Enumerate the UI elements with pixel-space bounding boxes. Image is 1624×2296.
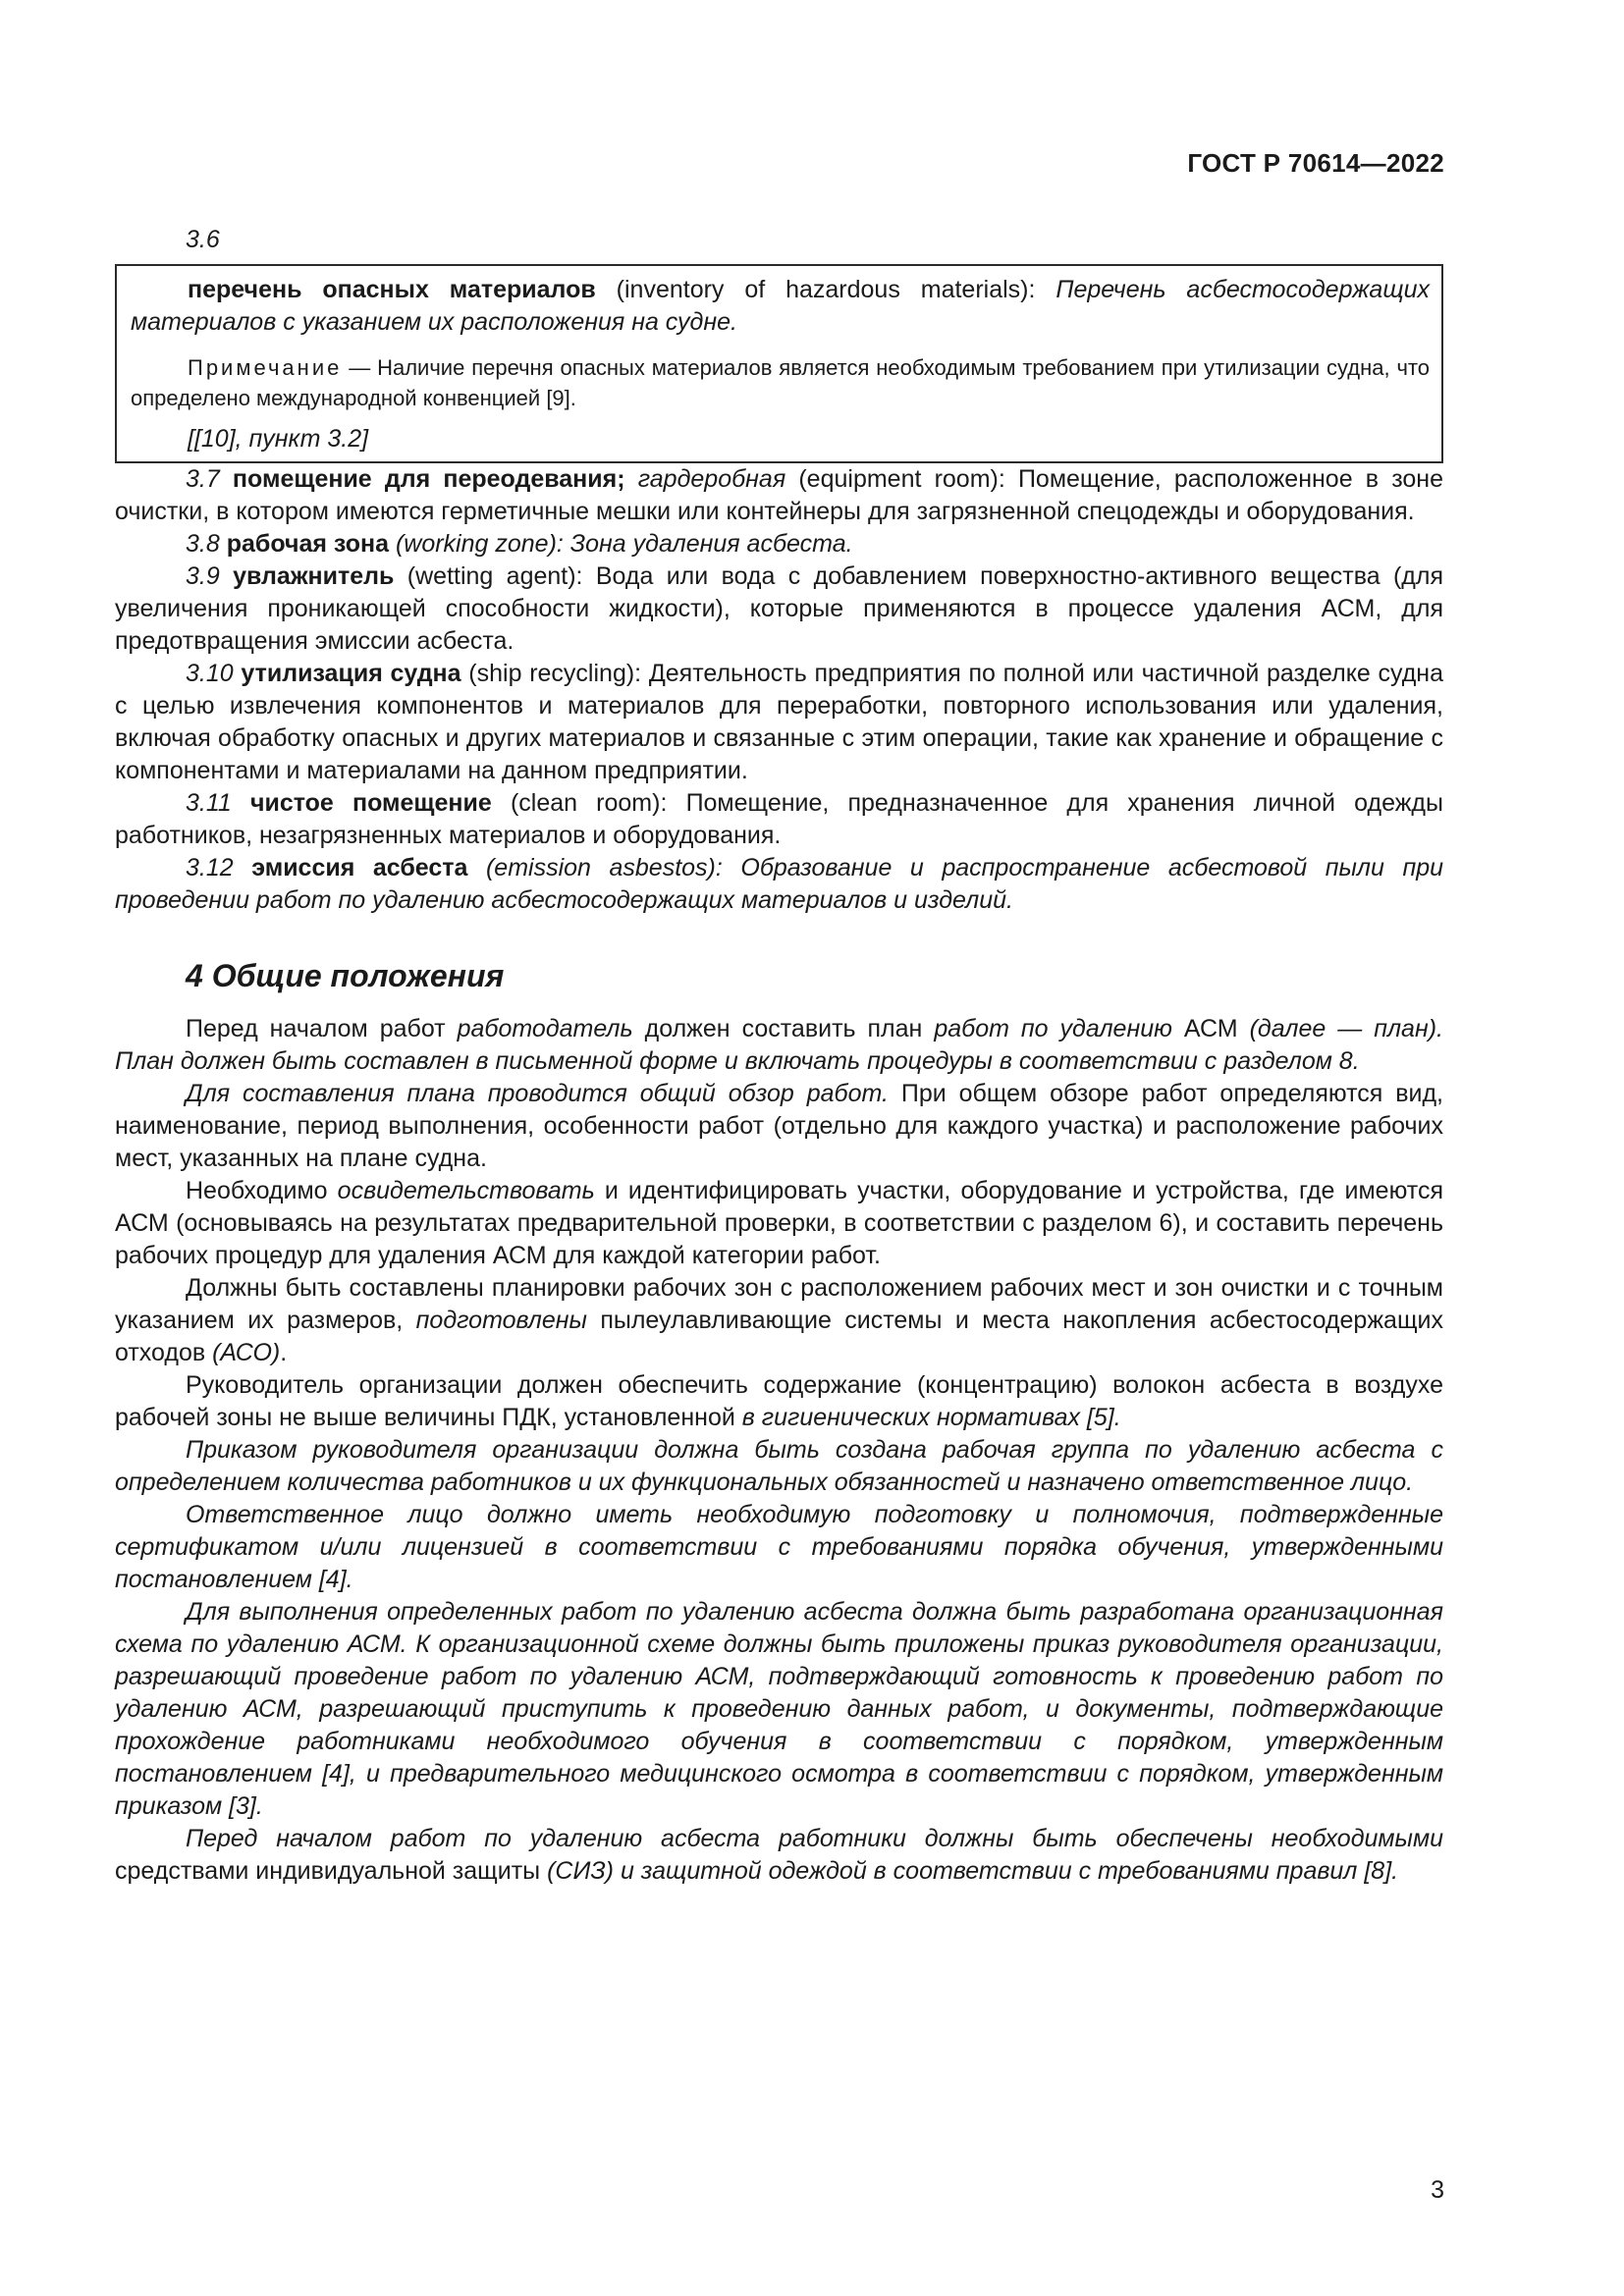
term-en: (emission asbestos): xyxy=(467,854,741,881)
paragraph-2 xyxy=(115,1078,1443,1175)
term-en: (equipment room): xyxy=(785,465,1018,493)
paragraph-8 xyxy=(115,1596,1443,1823)
page-number: 3 xyxy=(1431,2176,1444,2204)
box-note xyxy=(131,352,1430,413)
paragraph-7 xyxy=(115,1499,1443,1596)
page-content xyxy=(115,224,1443,1888)
term-3-8 xyxy=(115,528,1443,561)
text-run: пылеулавливающие системы и места накопления асбестосодержащих отходов xyxy=(115,1307,1443,1366)
text-run: Руководитель организации должен обеспечить содержание (концентрацию) волокон асбеста в воздухе рабочей зоны не выше величины ПДК, установленной xyxy=(115,1371,1443,1431)
text-run: освидетельствовать xyxy=(337,1177,595,1204)
text-run: (далее — план). План должен быть составлен в письменной форме и включать процедуры в соответствии с разделом 8. xyxy=(115,1015,1443,1075)
term-en: (ship recycling): xyxy=(460,660,649,687)
term-name: рабочая зона xyxy=(226,530,389,558)
term-number: 3.10 xyxy=(186,660,242,687)
text-run: (СИЗ) и защитной одеждой в соответствии с требованиями правил [8]. xyxy=(547,1857,1399,1885)
term-definition: Вода или вода с добавлением поверхностно-активного вещества (для увеличения проникающей способности жидкости), которые применяются в процессе удаления АСМ, для предотвращения эмиссии асбеста. xyxy=(115,562,1443,655)
box-reference: [[10], пункт 3.2] xyxy=(188,425,369,453)
paragraph-6 xyxy=(115,1434,1443,1499)
paragraph-3 xyxy=(115,1175,1443,1272)
box-definition: Перечень асбестосодержащих материалов с указанием их расположения на судне. xyxy=(131,276,1430,336)
text-run: Приказом руководителя организации должна быть создана рабочая группа по удалению асбеста с определением количества работников и их функциональных обязанностей и назначено ответственное лицо. xyxy=(115,1436,1443,1496)
note-text: — Наличие перечня опасных материалов является необходимым требованием при утилизации судна, что определено международной конвенцией [9]. xyxy=(131,355,1430,410)
term-number-3-6: 3.6 xyxy=(186,226,220,253)
text-run: При общем обзоре работ определяются вид, наименование, период выполнения, особенности работ (отдельно для каждого участка) и расположение рабочих мест, указанных на плане судна. xyxy=(115,1080,1443,1172)
paragraph-1 xyxy=(115,1013,1443,1078)
term-alt: гардеробная xyxy=(624,465,786,493)
text-run: (АСО) xyxy=(212,1339,281,1366)
text-run: работодатель xyxy=(457,1015,633,1042)
definition-box xyxy=(115,264,1443,463)
box-term-en: (inventory of hazardous materials): xyxy=(595,276,1056,303)
term-number: 3.7 xyxy=(186,465,233,493)
term-name: увлажнитель xyxy=(233,562,395,590)
text-run: средствами индивидуальной защиты xyxy=(115,1857,548,1885)
text-run: Необходимо xyxy=(186,1177,338,1204)
text-run: должен составить план xyxy=(632,1015,935,1042)
note-label: Примечание xyxy=(188,355,343,380)
term-name: эмиссия асбеста xyxy=(251,854,468,881)
term-number: 3.8 xyxy=(186,530,227,558)
text-run: . xyxy=(280,1339,288,1366)
paragraph-4 xyxy=(115,1272,1443,1369)
term-3-10 xyxy=(115,658,1443,787)
definition-main xyxy=(131,274,1430,339)
term-name: чистое помещение xyxy=(249,789,492,817)
section-heading: 4 Общие положения xyxy=(186,958,505,993)
term-number: 3.9 xyxy=(186,562,234,590)
term-definition: Помещение, расположенное в зоне очистки, в котором имеются герметичные мешки или контейнеры для загрязненной спецодежды и оборудования. xyxy=(115,465,1443,525)
term-3-7 xyxy=(115,463,1443,528)
term-name: утилизация судна xyxy=(241,660,461,687)
box-term: перечень опасных материалов xyxy=(188,276,596,303)
text-run: Для выполнения определенных работ по удалению асбеста должна быть разработана организационная схема по удалению АСМ. К организационной схеме должны быть приложены приказ руководителя организации, разрешающий проведение работ по удалению АСМ, подтверждающий готовность к проведению работ по удалению АСМ, разрешающий приступить к проведению данных работ, и документы, подтверждающие прохождение работниками необходимого обучения в соответствии с порядком, утвержденным постановлением [4], и предварительного медицинского осмотра в соответствии с порядком, утвержденным приказом [3]. xyxy=(115,1598,1443,1820)
term-definition: Помещение, предназначенное для хранения личной одежды работников, незагрязненных материалов и оборудования. xyxy=(115,789,1443,849)
text-run: Для составления плана проводится общий обзор работ. xyxy=(186,1080,889,1107)
term-3-9 xyxy=(115,561,1443,658)
term-definition: Деятельность предприятия по полной или частичной разделке судна с целью извлечения компонентов и материалов для переработки, повторного использования или удаления, включая обработку опасных и других материалов и связанные с этим операции, такие как хранение и обращение с компонентами и материалами на данном предприятии. xyxy=(115,660,1444,784)
text-run: в гигиенических нормативах [5]. xyxy=(741,1404,1121,1431)
standard-designation: ГОСТ Р 70614—2022 xyxy=(1187,148,1444,178)
text-run: АСМ xyxy=(1171,1015,1250,1042)
term-number: 3.12 xyxy=(186,854,252,881)
term-en: (wetting agent): xyxy=(394,562,596,590)
paragraph-5 xyxy=(115,1369,1443,1434)
term-3-12 xyxy=(115,852,1443,917)
term-3-11 xyxy=(115,787,1443,852)
term-definition: Зона удаления асбеста. xyxy=(569,530,853,558)
paragraph-9 xyxy=(115,1823,1443,1888)
term-name: помещение для переодевания; xyxy=(232,465,625,493)
term-definition: Образование и распространение асбестовой пыли при проведении работ по удалению асбестосодержащих материалов и изделий. xyxy=(115,854,1444,914)
text-run: Ответственное лицо должно иметь необходимую подготовку и полномочия, подтвержденные сертификатом и/или лицензией в соответствии с требованиями порядка обучения, утвержденными постановлением [4]. xyxy=(115,1501,1443,1593)
term-number: 3.11 xyxy=(186,789,250,817)
text-run: подготовлены xyxy=(415,1307,587,1334)
text-run: работ по удалению xyxy=(934,1015,1172,1042)
text-run: Перед началом работ xyxy=(186,1015,458,1042)
text-run: Перед началом работ по удалению асбеста работники должны быть обеспечены необходимыми xyxy=(186,1825,1443,1852)
term-en: (working zone): xyxy=(389,530,570,558)
term-en: (clean room): xyxy=(491,789,686,817)
text-run: и идентифицировать участки, оборудование и устройства, где имеются АСМ (основываясь на результатах предварительной проверки, в соответствии с разделом 6), и составить перечень рабочих процедур для удаления АСМ для каждой категории работ. xyxy=(115,1177,1443,1269)
text-run: Должны быть составлены планировки рабочих зон с расположением рабочих мест и зон очистки и с точным указанием их размеров, xyxy=(115,1274,1443,1334)
